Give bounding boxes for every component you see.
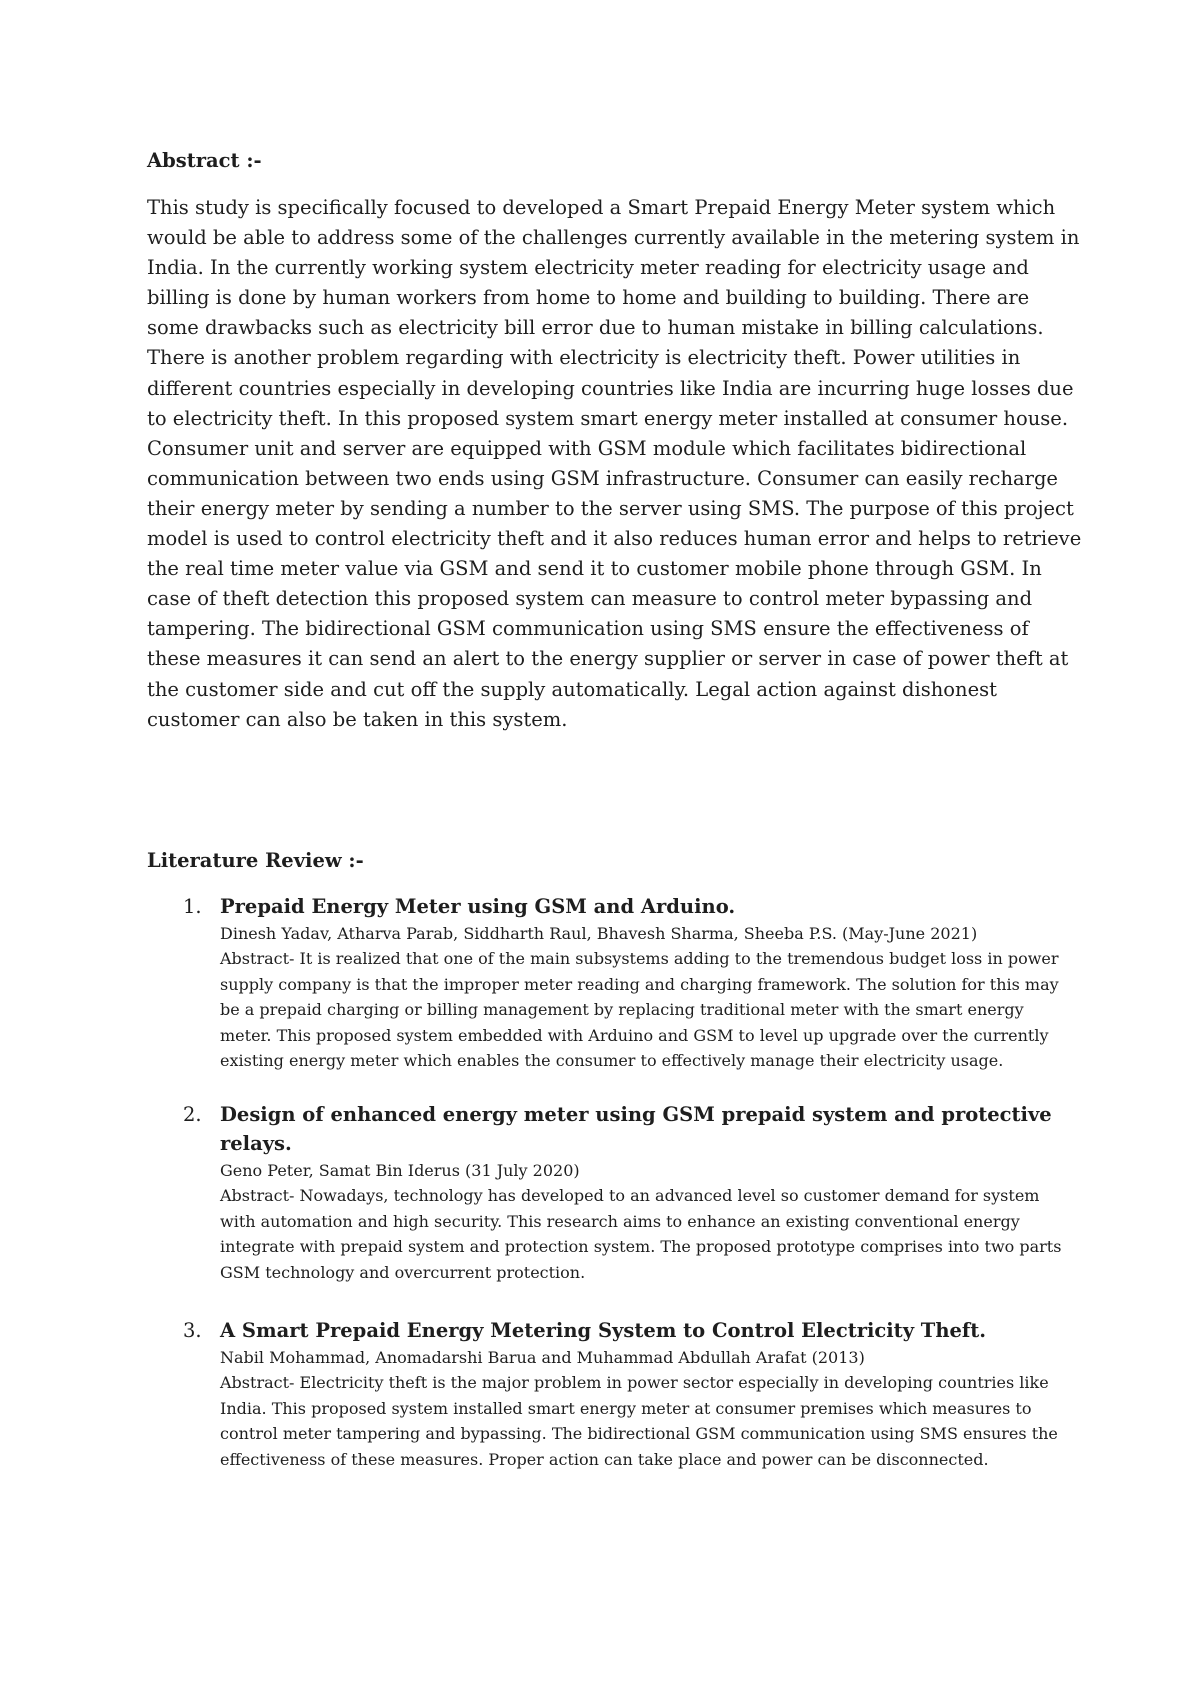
reference-abstract [220, 1370, 1080, 1472]
abstract-line: India. In the currently working system electricity meter reading for electricity usage and [147, 256, 1029, 280]
abstract-line: the real time meter value via GSM and send it to customer mobile phone through GSM. In [147, 557, 1042, 581]
abstract-line: There is another problem regarding with electricity is electricity theft. Power utilities in [147, 346, 1021, 370]
reference-title [220, 1316, 1080, 1345]
abstract-line: Consumer unit and server are equipped with GSM module which facilitates bidirectional [147, 436, 1027, 460]
reference-title-line: relays. [220, 1132, 292, 1155]
reference-authors [220, 921, 1080, 946]
abstract-line: to electricity theft. In this proposed system smart energy meter installed at consumer house. [147, 406, 1069, 430]
reference-content [220, 1100, 1080, 1285]
abstract-line: customer can also be taken in this system. [147, 707, 568, 731]
abstract-line: would be able to address some of the challenges currently available in the metering system in [147, 226, 1080, 250]
reference-title-line: Design of enhanced energy meter using GSM prepaid system and protective [220, 1103, 1052, 1126]
reference-abstract-line: existing energy meter which enables the consumer to effectively manage their electricity usage. [220, 1051, 1004, 1071]
reference-abstract-line: effectiveness of these measures. Proper action can take place and power can be disconnected. [220, 1449, 989, 1469]
reference-authors [220, 1345, 1080, 1370]
reference-abstract-line: meter. This proposed system embedded with Arduino and GSM to level up upgrade over the currently [220, 1025, 1049, 1045]
abstract-line: case of theft detection this proposed system can measure to control meter bypassing and [147, 587, 1033, 611]
reference-abstract-line: control meter tampering and bypassing. The bidirectional GSM communication using SMS ensures the [220, 1424, 1058, 1444]
reference-content [220, 1316, 1080, 1472]
reference-abstract-line: Abstract- Electricity theft is the major problem in power sector especially in developing countries like [220, 1373, 1049, 1393]
reference-abstract-line: integrate with prepaid system and protection system. The proposed prototype comprises into two parts [220, 1237, 1062, 1257]
reference-authors-text: Dinesh Yadav, Atharva Parab, Siddharth Raul, Bhavesh Sharma, Sheeba P.S. (May-June 2021) [220, 924, 978, 943]
abstract-line: model is used to control electricity theft and it also reduces human error and helps to retrieve [147, 527, 1082, 551]
abstract-line: tampering. The bidirectional GSM communication using SMS ensure the effectiveness of [147, 617, 1029, 641]
reference-title-line: A Smart Prepaid Energy Metering System to Control Electricity Theft. [220, 1319, 987, 1342]
reference-title-line: Prepaid Energy Meter using GSM and Arduino. [220, 895, 736, 918]
reference-authors-text: Geno Peter, Samat Bin Iderus (31 July 2020) [220, 1161, 580, 1180]
abstract-heading: Abstract :- [147, 149, 262, 172]
reference-title [220, 892, 1080, 921]
reference-authors-text: Nabil Mohammad, Anomadarshi Barua and Muhammad Abdullah Arafat (2013) [220, 1348, 865, 1367]
literature-review-heading: Literature Review :- [147, 849, 364, 872]
abstract-line: billing is done by human workers from home to home and building to building. There are [147, 286, 1030, 310]
reference-authors [220, 1158, 1080, 1183]
reference-abstract [220, 946, 1080, 1073]
reference-abstract-line: Abstract- It is realized that one of the main subsystems adding to the tremendous budget loss in power [220, 949, 1059, 969]
reference-abstract-line: Abstract- Nowadays, technology has developed to an advanced level so customer demand for system [220, 1186, 1040, 1206]
abstract-paragraph [147, 193, 1082, 735]
abstract-line: these measures it can send an alert to the energy supplier or server in case of power theft at [147, 647, 1069, 671]
reference-abstract-line: India. This proposed system installed smart energy meter at consumer premises which measures to [220, 1398, 1032, 1418]
reference-abstract [220, 1183, 1080, 1285]
abstract-line: communication between two ends using GSM infrastructure. Consumer can easily recharge [147, 466, 1058, 490]
reference-number: 1. [183, 895, 202, 918]
abstract-line: This study is specifically focused to developed a Smart Prepaid Energy Meter system which [147, 196, 1056, 219]
abstract-line: the customer side and cut off the supply automatically. Legal action against dishonest [147, 677, 997, 701]
reference-abstract-line: GSM technology and overcurrent protection. [220, 1262, 586, 1282]
reference-title [220, 1100, 1080, 1158]
reference-abstract-line: be a prepaid charging or billing management by replacing traditional meter with the smart energy [220, 1000, 1024, 1020]
reference-abstract-line: with automation and high security. This research aims to enhance an existing conventional energy [220, 1211, 1020, 1231]
abstract-line: their energy meter by sending a number to the server using SMS. The purpose of this project [147, 496, 1074, 520]
reference-abstract-line: supply company is that the improper meter reading and charging framework. The solution for this may [220, 974, 1059, 994]
abstract-line: some drawbacks such as electricity bill error due to human mistake in billing calculations. [147, 316, 1044, 340]
reference-number: 2. [183, 1103, 202, 1126]
reference-number: 3. [183, 1319, 202, 1342]
reference-content [220, 892, 1080, 1073]
abstract-line: different countries especially in developing countries like India are incurring huge losses due [147, 376, 1074, 400]
